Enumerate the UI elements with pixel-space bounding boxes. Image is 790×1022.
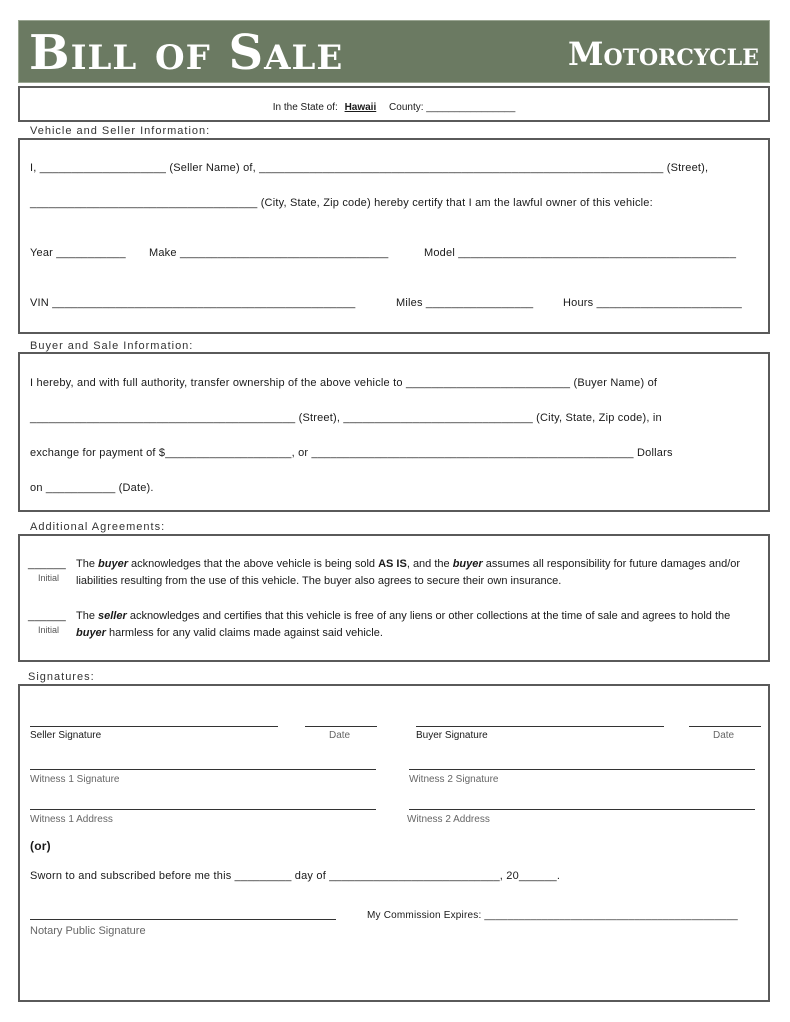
title-banner [18,20,770,83]
vehicle-section-box [18,138,770,334]
seller-name-street-line[interactable]: I, ____________________ (Seller Name) of, ________________________________________________________________ (Street), [30,162,709,174]
buyer-section-label: Buyer and Sale Information: [30,340,194,352]
agreement-emphasis: AS IS [378,558,407,570]
agreements-section-label: Additional Agreements: [30,521,166,533]
agreement-text: harmless for any valid claims made against said vehicle. [105,627,383,639]
witness2-address-label: Witness 2 Address [407,814,490,825]
agreement-text: acknowledges and certifies that this vehicle is free of any liens or other collections at the time of sale and agrees to hold the [126,610,731,622]
agreements-section-box [18,534,770,662]
agreement-as-is [76,556,758,590]
seller-signature-label: Seller Signature [30,730,102,741]
agreement-text: The [76,558,99,570]
seller-city-line[interactable]: ____________________________________ (City, State, Zip code) hereby certify that I am the lawful owner of this vehicle: [30,197,653,209]
sale-date-line[interactable]: on ___________ (Date). [30,482,154,494]
or-label: (or) [30,839,51,853]
buyer-date-label: Date [713,730,735,741]
commission-expires-field[interactable]: My Commission Expires: ____________________________________________ [367,910,738,921]
buyer-section-box [18,352,770,512]
notary-signature-line[interactable] [30,919,336,920]
vehicle-section-label: Vehicle and Seller Information: [30,125,211,137]
witness1-address-label: Witness 1 Address [30,814,113,825]
buyer-name-line[interactable]: I hereby, and with full authority, transfer ownership of the above vehicle to __________________________ (Buyer Name) of [30,377,658,389]
witness1-address-line[interactable] [30,809,376,810]
agreement-emphasis: buyer [76,627,106,639]
witness2-signature-line[interactable] [409,769,755,770]
initial-label-1: Initial [38,573,60,583]
witness1-signature-line[interactable] [30,769,376,770]
seller-signature-line[interactable] [30,726,278,727]
hours-field[interactable]: Hours _______________________ [563,297,742,309]
model-field[interactable]: Model ____________________________________________ [424,247,737,259]
make-field[interactable]: Make _________________________________ [149,247,389,259]
agreement-text: The [76,610,99,622]
state-label: In the State of: [272,102,338,113]
initial-blank-2[interactable]: ______ [28,610,66,622]
state-county-line [20,102,768,113]
buyer-signature-label: Buyer Signature [416,730,488,741]
state-value[interactable]: Hawaii [344,102,377,113]
agreement-text: , and the [406,558,453,570]
agreement-emphasis: buyer [98,558,128,570]
miles-field[interactable]: Miles _________________ [396,297,534,309]
sworn-line[interactable]: Sworn to and subscribed before me this _________ day of ___________________________, 20______. [30,870,561,882]
buyer-street-city-line[interactable]: __________________________________________ (Street), ______________________________ (City, State, Zip code), in [30,412,662,424]
signatures-section-label: Signatures: [28,671,95,683]
agreement-text: acknowledges that the above vehicle is being sold [127,558,379,570]
agreement-emphasis: buyer [452,558,483,570]
year-field[interactable]: Year ___________ [30,247,126,259]
document-title: Bill of Sale [29,25,344,81]
witness1-signature-label: Witness 1 Signature [30,774,120,785]
agreement-text: assumes all responsibility for future damages and/or liabilities resulting from the use of this vehicle. The buyer also agrees to secure their own insurance. [76,558,741,587]
initial-blank-1[interactable]: ______ [28,558,66,570]
buyer-signature-line[interactable] [416,726,664,727]
seller-date-line[interactable] [305,726,377,727]
notary-signature-label: Notary Public Signature [30,925,146,937]
witness2-signature-label: Witness 2 Signature [409,774,499,785]
signatures-section-box [18,684,770,1002]
seller-date-label: Date [329,730,351,741]
vin-field[interactable]: VIN ________________________________________________ [30,297,356,309]
witness2-address-line[interactable] [409,809,755,810]
agreement-liens [76,608,758,642]
document-subtitle: Motorcycle [568,35,759,73]
county-field[interactable]: County: ________________ [389,102,516,113]
agreement-emphasis: seller [98,610,127,622]
payment-line[interactable]: exchange for payment of $____________________, or ___________________________________________________ Dollars [30,447,673,459]
buyer-date-line[interactable] [689,726,761,727]
state-county-box [18,86,770,122]
initial-label-2: Initial [38,625,60,635]
